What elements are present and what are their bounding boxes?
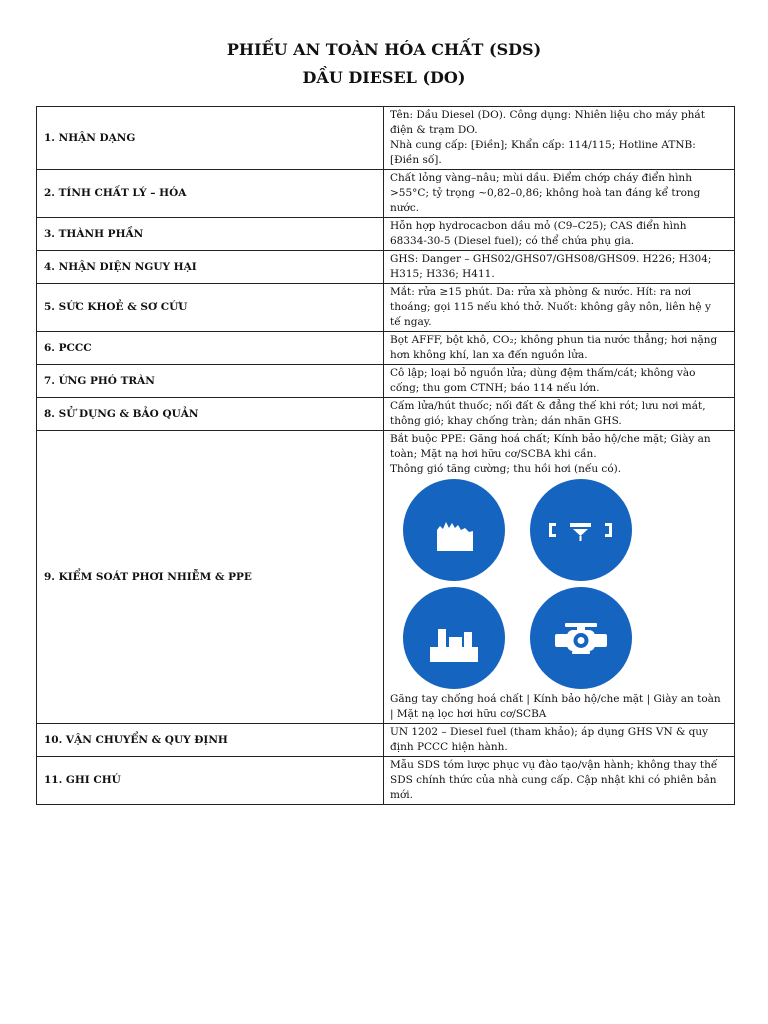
section-text: Bắt buộc PPE: Găng hoá chất; Kính bảo hộ/che mặt; Giày an toàn; Mặt nạ hơi hữu cơ/SCBA khi cần. [390,433,711,460]
section-text: Bọt AFFF, bột khô, CO₂; không phun tia nước thẳng; hơi nặng hơn không khí, lan xa đến nguồn lửa. [390,334,718,361]
section-content [384,107,735,170]
sds-table [36,106,735,805]
section-label: 5. SỨC KHOẺ & SƠ CỨU [37,284,384,332]
section-label: 9. KIỂM SOÁT PHƠI NHIỄM & PPE [37,431,384,724]
respirator-icon [530,587,632,689]
section-text: Thông gió tăng cường; thu hồi hơi (nếu có). [390,463,622,475]
section-content [384,757,735,805]
section-label: 7. ỨNG PHÓ TRÀN [37,365,384,398]
section-row-identification [37,107,735,170]
section-text: Chất lỏng vàng–nâu; mùi dầu. Điểm chớp cháy điển hình >55°C; tỷ trọng ~0,82–0,86; không hoà tan đáng kể trong nước. [390,172,701,214]
section-row-fire-fighting [37,332,735,365]
section-content [384,218,735,251]
section-label: 1. NHẬN DẠNG [37,107,384,170]
section-text: UN 1202 – Diesel fuel (tham khảo); áp dụng GHS VN & quy định PCCC hiện hành. [390,726,709,753]
section-text: Mẫu SDS tóm lược phục vụ đào tạo/vận hành; không thay thế SDS chính thức của nhà cung cấp. Cập nhật khi có phiên bản mới. [390,759,718,801]
section-label: 2. TÍNH CHẤT LÝ – HÓA [37,170,384,218]
section-content [384,365,735,398]
section-row-exposure-control-ppe [37,431,735,724]
section-text: GHS: Danger – GHS02/GHS07/GHS08/GHS09. H226; H304; H315; H336; H411. [390,253,712,280]
section-row-physical-chemical-properties [37,170,735,218]
section-text: Nhà cung cấp: [Điền]; Khẩn cấp: 114/115; Hotline ATNB: [Điền số]. [390,139,696,166]
section-row-handling-storage [37,398,735,431]
section-content [384,332,735,365]
section-label: 11. GHI CHÚ [37,757,384,805]
section-row-composition [37,218,735,251]
section-text: Cô lập; loại bỏ nguồn lửa; dùng đệm thấm/cát; không vào cống; thu gom CTNH; báo 114 nếu lớn. [390,367,696,394]
section-text: Mắt: rửa ≥15 phút. Da: rửa xà phòng & nước. Hít: ra nơi thoáng; gọi 115 nếu khó thở. Nuốt: không gây nôn, liên hệ y tế ngay. [390,286,711,328]
section-content [384,724,735,757]
section-row-notes [37,757,735,805]
section-row-hazard-identification [37,251,735,284]
section-content [384,284,735,332]
section-label: 4. NHẬN DIỆN NGUY HẠI [37,251,384,284]
title-line-2: DẦU DIESEL (DO) [302,68,466,87]
section-row-spill-response [37,365,735,398]
title-line-1: PHIẾU AN TOÀN HÓA CHẤT (SDS) [226,40,542,59]
section-label: 3. THÀNH PHẦN [37,218,384,251]
section-label: 6. PCCC [37,332,384,365]
safety-boots-icon [403,587,505,689]
section-content [384,398,735,431]
face-shield-icon [530,479,632,581]
section-content [384,431,735,724]
section-text: Tên: Dầu Diesel (DO). Công dụng: Nhiên liệu cho máy phát điện & trạm DO. [390,109,705,136]
section-row-transport-regulation [37,724,735,757]
section-label: 8. SỬ DỤNG & BẢO QUẢN [37,398,384,431]
section-row-health-first-aid [37,284,735,332]
ppe-caption: Găng tay chống hoá chất | Kính bảo hộ/che mặt | Giày an toàn | Mặt nạ lọc hơi hữu cơ/SCBA [390,693,721,720]
section-text: Hỗn hợp hydrocacbon dầu mỏ (C9–C25); CAS điển hình 68334-30-5 (Diesel fuel); có thể chứa phụ gia. [390,220,687,247]
section-text: Cấm lửa/hút thuốc; nối đất & đẳng thế khi rót; lưu nơi mát, thông gió; khay chống tràn; dán nhãn GHS. [390,400,706,427]
ppe-icon-grid [403,479,721,689]
document-title [0,36,768,92]
section-label: 10. VẬN CHUYỂN & QUY ĐỊNH [37,724,384,757]
chemical-gloves-icon [403,479,505,581]
section-content [384,170,735,218]
section-content [384,251,735,284]
